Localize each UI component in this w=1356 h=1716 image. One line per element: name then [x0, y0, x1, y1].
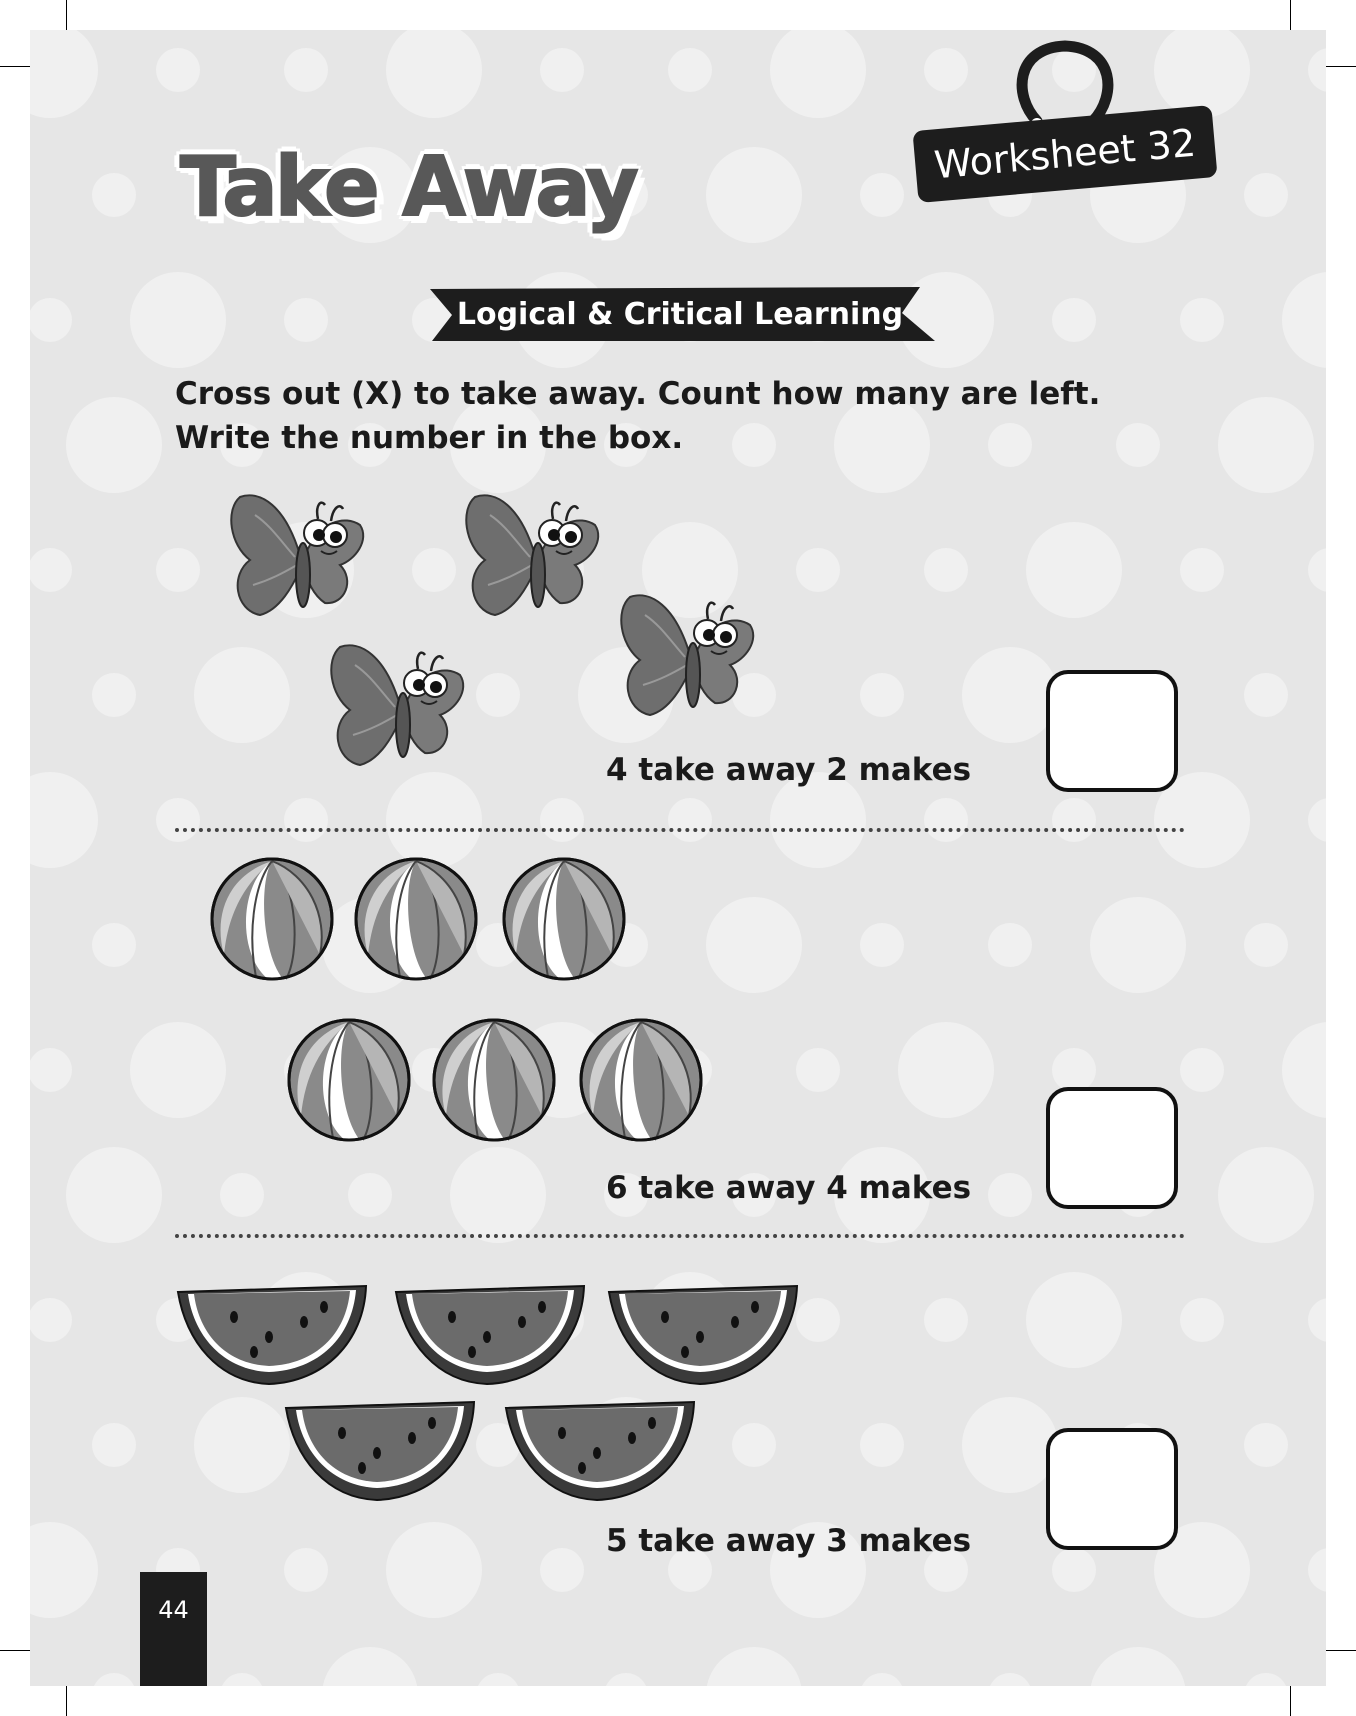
butterfly-icon[interactable] [460, 485, 610, 625]
crop-mark [1290, 0, 1291, 30]
butterfly-icon[interactable] [225, 485, 375, 625]
answer-box-3[interactable] [1046, 1428, 1178, 1550]
crop-mark [1326, 1650, 1356, 1651]
crop-mark [66, 0, 67, 30]
exercise-1-prompt: 4 take away 2 makes [606, 752, 972, 788]
answer-box-1[interactable] [1046, 670, 1178, 792]
watermelon-slice-icon[interactable] [392, 1282, 588, 1388]
instruction-text: Cross out (X) to take away. Count how many are left. Write the number in the box. [175, 376, 1101, 456]
answer-box-2[interactable] [1046, 1087, 1178, 1209]
page-title: Take Away [180, 140, 636, 235]
crop-mark [0, 66, 30, 67]
exercise-3-prompt: 5 take away 3 makes [606, 1523, 972, 1559]
beach-ball-icon[interactable] [430, 1016, 558, 1144]
worksheet-label: Worksheet 32 [932, 120, 1198, 188]
banner-label: Logical & Critical Learning [456, 296, 904, 332]
crop-mark [1290, 1686, 1291, 1716]
crop-mark [66, 1686, 67, 1716]
dotted-divider [175, 828, 1185, 832]
beach-ball-icon[interactable] [285, 1016, 413, 1144]
butterfly-icon[interactable] [325, 635, 475, 775]
dotted-divider [175, 1234, 1185, 1238]
beach-ball-icon[interactable] [577, 1016, 705, 1144]
crop-mark [0, 1650, 30, 1651]
beach-ball-icon[interactable] [500, 855, 628, 983]
beach-ball-icon[interactable] [208, 855, 336, 983]
category-banner [420, 283, 940, 345]
exercise-2-prompt: 6 take away 4 makes [606, 1170, 972, 1206]
watermelon-slice-icon[interactable] [174, 1282, 370, 1388]
watermelon-slice-icon[interactable] [282, 1398, 478, 1504]
watermelon-slice-icon[interactable] [605, 1282, 801, 1388]
page-number: 44 [140, 1572, 207, 1686]
crop-mark [1326, 66, 1356, 67]
beach-ball-icon[interactable] [352, 855, 480, 983]
butterfly-icon[interactable] [615, 585, 765, 725]
watermelon-slice-icon[interactable] [502, 1398, 698, 1504]
